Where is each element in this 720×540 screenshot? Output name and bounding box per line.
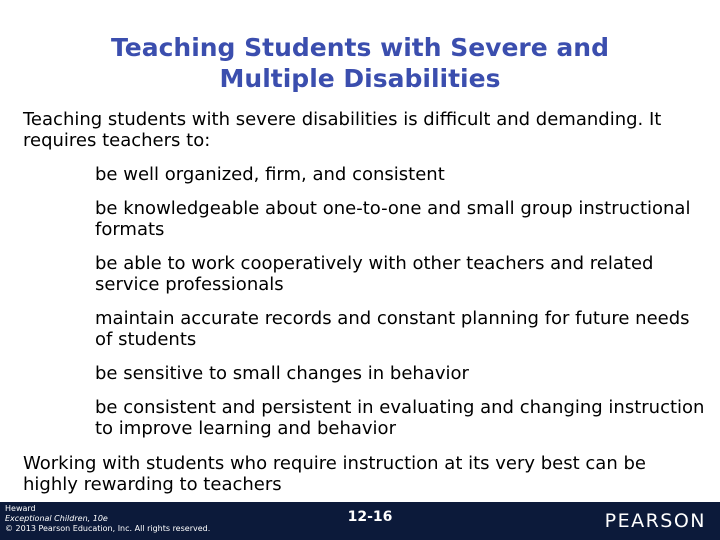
closing-paragraph: Working with students who require instruction at its very best can be highly rewarding to teachers — [23, 453, 646, 495]
requirements-list — [95, 164, 705, 452]
list-item: be well organized, firm, and consistent — [95, 164, 445, 185]
slide-title-line-2: Multiple Disabilities — [219, 64, 501, 93]
footer-book-title: Exceptional Children, 10e — [5, 514, 108, 523]
footer-bar — [0, 502, 720, 540]
list-item: be consistent and persistent in evaluating and changing instruction to improve learning and behavior — [95, 397, 705, 439]
list-item: be knowledgeable about one-to-one and small group instructional formats — [95, 198, 691, 240]
slide-number: 12-16 — [347, 509, 393, 525]
intro-paragraph: Teaching students with severe disabilities is difficult and demanding. It requires teachers to: — [23, 109, 662, 151]
slide-title — [40, 32, 680, 94]
list-item: be sensitive to small changes in behavior — [95, 363, 469, 384]
pearson-logo: PEARSON — [604, 510, 706, 532]
footer-author: Heward — [5, 504, 36, 513]
list-item: maintain accurate records and constant planning for future needs of students — [95, 308, 690, 350]
slide-title-line-1: Teaching Students with Severe and — [111, 33, 609, 62]
footer-copyright: © 2013 Pearson Education, Inc. All rights reserved. — [5, 524, 211, 533]
footer-credits — [5, 504, 210, 534]
list-item: be able to work cooperatively with other teachers and related service professionals — [95, 253, 654, 295]
